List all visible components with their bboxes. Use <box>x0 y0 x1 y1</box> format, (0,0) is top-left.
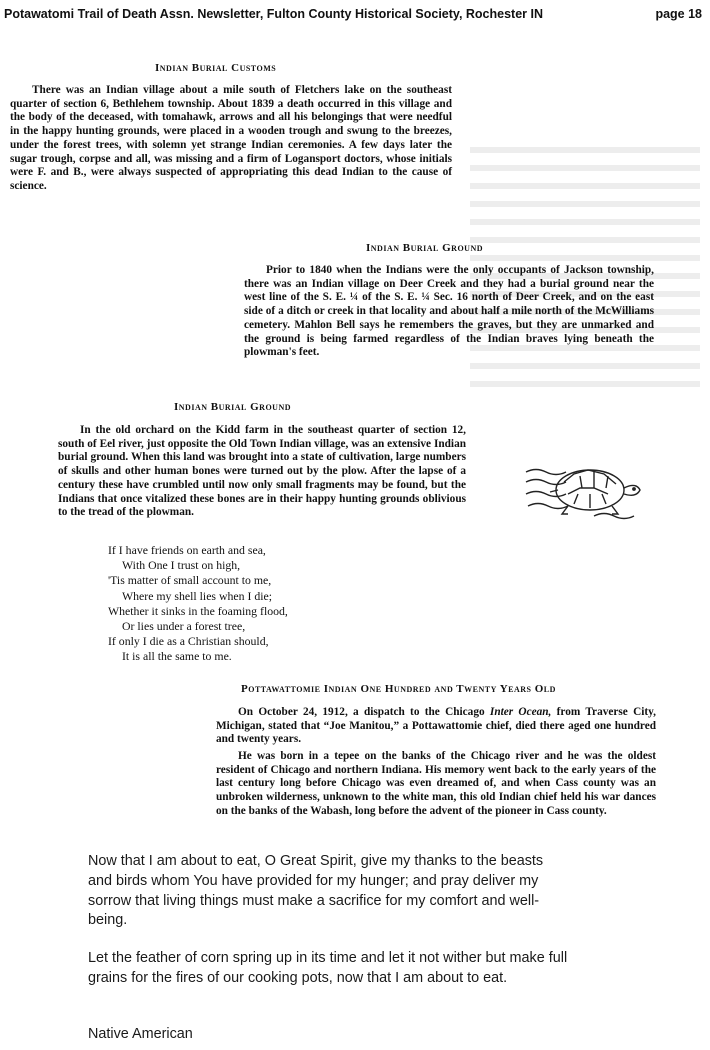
poem-line: Whether it sinks in the foaming flood, <box>108 603 288 618</box>
newsletter-header <box>4 4 704 24</box>
burial-customs-heading: Indian Burial Customs <box>155 62 277 74</box>
poem-line: If only I die as a Christian should, <box>108 634 269 649</box>
newspaper-name: Inter Ocean, <box>489 706 552 718</box>
turtle-illustration <box>524 460 644 526</box>
poem-line: Or lies under a forest tree, <box>122 619 246 634</box>
poem-line: 'Tis matter of small account to me, <box>108 573 272 588</box>
pottawattomie-paragraph-1 <box>216 706 656 747</box>
burial-ground-kidd-heading: Indian Burial Ground <box>174 401 292 413</box>
burial-customs-text: There was an Indian village about a mile south of Fletchers lake on the southeast quarter of section 6, Bethlehem township. About 1839 a death occurred in this village and the body of the deceased, with tomahawk, arrows and all his belongings that were needful in the happy hunting grounds, were placed in a wooden trough and swung to the breezes, under the forest trees, with solemn yet strange Indian ceremonies. A few days later the sugar trough, corpse and all, was missing and a firm of Logansport doctors, whose initials were F. and B., were always suspected of appropriating this dead Indian to the cause of science. <box>10 84 452 192</box>
prayer-paragraph-1: Now that I am about to eat, O Great Spirit, give my thanks to the beasts and birds whom You have provided for my hunger; and pray deliver my sorrow that living things must make a sacrifice for my comfort and well-being. <box>88 853 544 929</box>
poem-line: Where my shell lies when I die; <box>122 588 273 603</box>
pottawattomie-heading: Pottawattomie Indian One Hundred and Twenty Years Old <box>241 683 556 695</box>
poem-line: It is all the same to me. <box>122 649 232 664</box>
paragraph-text: On October 24, 1912, a dispatch to the Chicago <box>238 706 490 718</box>
pottawattomie-paragraph-2: He was born in a tepee on the banks of the Chicago river and he was the oldest resident of Chicago and northern Indiana. His memory went back to the early years of the last century long before Chicago was even dreamed of, and when Cass county was an unbroken wilderness, unknown to the white man, this old Indian chief held his war dances on the banks of the Wabash, long before the advent of the pioneer in Cass county. <box>216 750 656 817</box>
prayer-attribution: Native American <box>88 1026 193 1042</box>
burial-ground-kidd-text: In the old orchard on the Kidd farm in the southeast quarter of section 12, south of Eel river, just opposite the Old Town Indian village, was an extensive Indian burial ground. When this land was brought into a state of cultivation, large numbers of skulls and other human bones were turned out by the plow. After the lapse of a century these have crumbled until now only small fragments may be found, but the Indians that once vitalized these bones are in their happy hunting grounds oblivious to the tread of the plowman. <box>58 424 466 519</box>
newsletter-title: Potawatomi Trail of Death Assn. Newsletter, Fulton County Historical Society, Rochester IN <box>4 7 543 21</box>
burial-ground-jackson-text: Prior to 1840 when the Indians were the only occupants of Jackson township, there was an Indian village on Deer Creek and they had a burial ground near the west line of the S. E. ¼ of the S. E. ¼ Sec. 16 north of Deer Creek, and on the east side of a ditch or creek in that locality and about half a mile north of the McWilliams cemetery. Mahlon Bell says he remembers the graves, but they are unmarked and the ground is being farmed regardless of the Indian braves lying beneath the plowman's feet. <box>244 264 654 359</box>
poem <box>108 543 288 665</box>
poem-line: With One I trust on high, <box>122 558 241 573</box>
page-number: page 18 <box>655 7 702 21</box>
prayer-paragraph-2: Let the feather of corn spring up in its time and let it not wither but make full grains for the fires of our cooking pots, now that I am about to eat. <box>88 950 568 986</box>
burial-ground-jackson-heading: Indian Burial Ground <box>366 242 484 254</box>
poem-line: If I have friends on earth and sea, <box>108 543 266 557</box>
paragraph-text: from Traverse City, Michigan, stated that “Joe Manitou,” a Pottawattomie chief, died there aged one hundred and twenty years. <box>216 706 656 746</box>
